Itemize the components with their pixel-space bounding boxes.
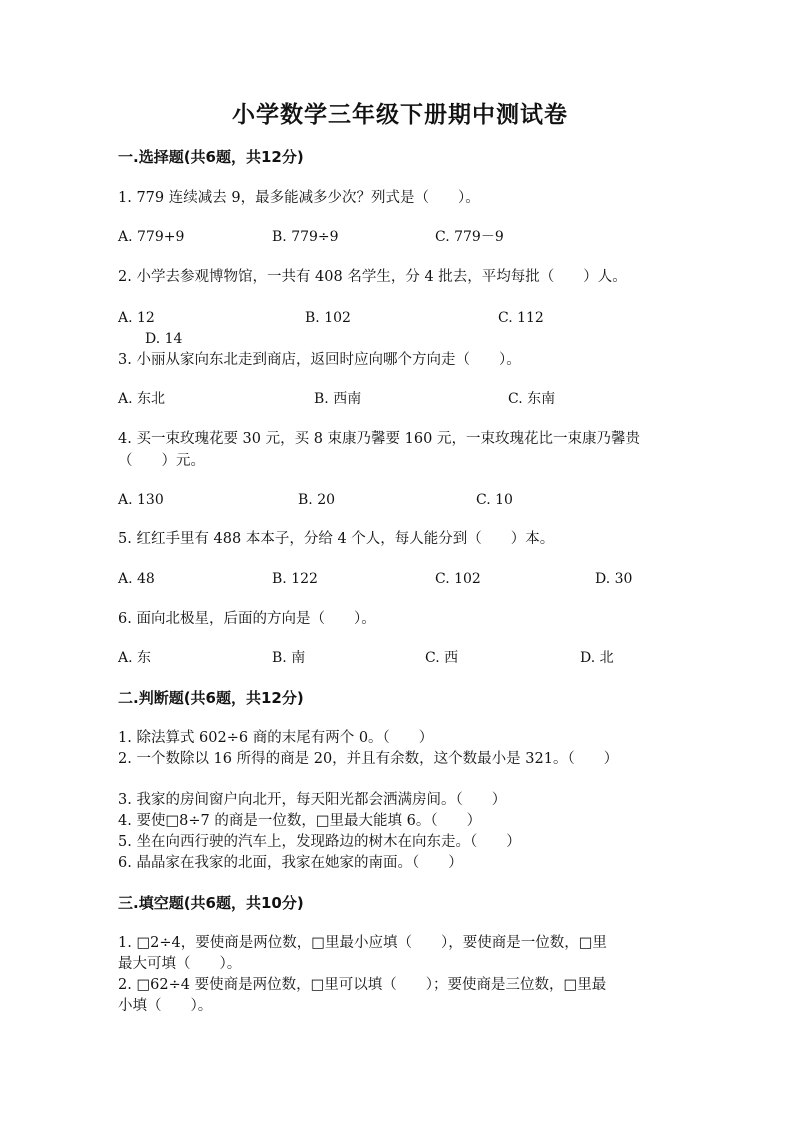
option-1-1-a: A. 779+9 [118, 229, 185, 245]
option-1-5-d: D. 30 [595, 571, 633, 587]
question-1-3: 3. 小丽从家向东北走到商店，返回时应向哪个方向走（ ）。 [118, 352, 521, 368]
section-3-heading: 三.填空题(共6题，共10分) [118, 894, 304, 912]
page-title: 小学数学三年级下册期中测试卷 [232, 101, 568, 128]
option-1-6-d: D. 北 [580, 650, 614, 666]
question-1-4: 4. 买一束玫瑰花要 30 元，买 8 束康乃馨要 160 元，一束玫瑰花比一束康乃馨贵 [118, 431, 640, 447]
question-1-4-continued: （ ）元。 [118, 453, 205, 469]
question-1-6: 6. 面向北极星，后面的方向是（ ）。 [118, 611, 376, 627]
judge-item-2: 2. 一个数除以 16 所得的商是 20，并且有余数，这个数最小是 321。（ ） [118, 751, 619, 767]
fill-question-2: 2. □62÷4 要使商是两位数，□里可以填（ ）；要使商是三位数，□里最 [118, 977, 607, 993]
judge-item-5: 5. 坐在向西行驶的汽车上，发现路边的树木在向东走。（ ） [118, 834, 521, 850]
fill-question-1-continued: 最大可填（ ）。 [118, 956, 242, 972]
judge-item-3: 3. 我家的房间窗户向北开，每天阳光都会洒满房间。（ ） [118, 792, 507, 808]
option-1-4-c: C. 10 [476, 492, 513, 508]
option-1-4-b: B. 20 [298, 492, 336, 508]
option-1-3-c: C. 东南 [508, 391, 556, 407]
judge-item-6: 6. 晶晶家在我家的北面，我家在她家的南面。（ ） [118, 855, 463, 871]
section-1-heading: 一.选择题(共6题，共12分) [118, 148, 304, 166]
fill-question-2-continued: 小填（ ）。 [118, 998, 213, 1014]
option-1-4-a: A. 130 [118, 492, 164, 508]
option-1-5-a: A. 48 [118, 571, 155, 587]
option-1-2-a: A. 12 [118, 310, 155, 326]
option-1-6-b: B. 南 [272, 650, 306, 666]
fill-question-1: 1. □2÷4，要使商是两位数，□里最小应填（ ），要使商是一位数，□里 [118, 935, 607, 951]
option-1-1-c: C. 779－9 [435, 229, 504, 245]
question-1-5: 5. 红红手里有 488 本本子，分给 4 个人，每人能分到（ ）本。 [118, 531, 555, 547]
judge-item-1: 1. 除法算式 602÷6 商的末尾有两个 0。（ ） [118, 730, 434, 746]
option-1-5-b: B. 122 [272, 571, 318, 587]
option-1-6-c: C. 西 [425, 650, 459, 666]
option-1-5-c: C. 102 [435, 571, 481, 587]
section-2-heading: 二.判断题(共6题，共12分) [118, 689, 304, 707]
question-1-1: 1. 779 连续减去 9，最多能减多少次？列式是（ ）。 [118, 190, 480, 206]
option-1-6-a: A. 东 [118, 650, 152, 666]
option-1-2-d: D. 14 [145, 331, 183, 347]
option-1-3-a: A. 东北 [118, 391, 166, 407]
option-1-2-c: C. 112 [498, 310, 544, 326]
option-1-3-b: B. 西南 [314, 391, 362, 407]
option-1-2-b: B. 102 [305, 310, 351, 326]
judge-item-4: 4. 要使□8÷7 的商是一位数，□里最大能填 6。（ ） [118, 813, 482, 829]
option-1-1-b: B. 779÷9 [272, 229, 339, 245]
question-1-2: 2. 小学去参观博物馆，一共有 408 名学生，分 4 批去，平均每批（ ）人。 [118, 269, 627, 285]
